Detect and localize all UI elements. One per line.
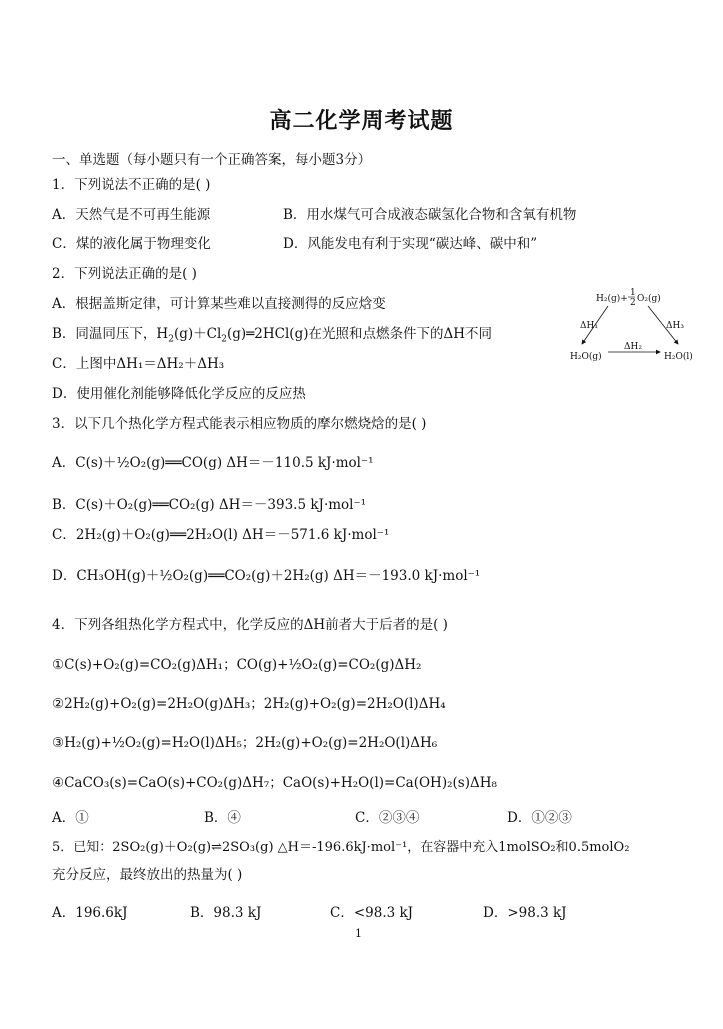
q4-reaction-4: ④CaCO₃(s)=CaO(s)+CO₂(g)ΔH₇；CaO(s)+H₂O(l)=Ca(OH)₂(s)ΔH₈ [52, 775, 497, 791]
diagram-top-o2: O₂(g) [637, 294, 661, 304]
q5-stem-2: 充分反应，最终放出的热量为( ) [52, 867, 243, 883]
q2-b-text-2: (g)＋Cl [173, 326, 222, 342]
q4-option-c: C．②③④ [355, 810, 420, 826]
q4-reaction-2: ②2H₂(g)+O₂(g)=2H₂O(g)ΔH₃；2H₂(g)+O₂(g)=2H₂O(l)ΔH₄ [52, 696, 446, 712]
q3-option-b: B．C(s)＋O₂(g)══CO₂(g) ΔH＝－393.5 kJ·mol⁻¹ [52, 497, 367, 513]
q5-option-a: A．196.6kJ [52, 905, 128, 921]
diagram-h2: ΔH₂ [624, 342, 642, 352]
section-heading: 一、单选题（每小题只有一个正确答案，每小题3分） [52, 152, 372, 168]
q2-b-text-3: (g)═2HCl(g)在光照和点燃条件下的ΔH不同 [227, 326, 493, 342]
q3-option-a: A．C(s)＋½O₂(g)══CO(g) ΔH＝－110.5 kJ·mol⁻¹ [52, 455, 374, 471]
q2-stem: 2．下列说法正确的是( ) [52, 266, 197, 282]
q1-option-d: D．风能发电有利于实现“碳达峰、碳中和” [283, 236, 538, 252]
q2-option-b: B．同温同压下，$H_2(g)+Cl_2(g)═2HCl(g)$在光照和点燃条件下的ΔH不同 [52, 326, 493, 345]
q2-option-c: C．上图中ΔH₁＝ΔH₂＋ΔH₃ [52, 356, 225, 372]
q5-option-b: B．98.3 kJ [190, 905, 262, 921]
diagram-frac-d: 2 [630, 298, 636, 308]
enthalpy-cycle-diagram [568, 286, 698, 366]
q4-stem: 4．下列各组热化学方程式中，化学反应的ΔH前者大于后者的是( ) [52, 617, 448, 633]
diagram-top-label: H₂(g)+ [596, 294, 628, 304]
q2-b-text-1: B．同温同压下，H [52, 326, 169, 342]
q4-option-d: D．①②③ [507, 810, 572, 826]
diagram-left-label: H₂O(g) [570, 352, 602, 362]
q2-option-d: D．使用催化剂能够降低化学反应的反应热 [52, 386, 306, 402]
q3-option-d: D．CH₃OH(g)＋½O₂(g)══CO₂(g)＋2H₂(g) ΔH＝－193.0 kJ·mol⁻¹ [52, 568, 481, 584]
page-number: 1 [355, 927, 362, 940]
diagram-h1: ΔH₁ [580, 321, 598, 331]
q1-stem: 1．下列说法不正确的是( ) [52, 177, 211, 193]
diagram-h3: ΔH₃ [666, 321, 684, 331]
q2-option-a: A．根据盖斯定律，可计算某些难以直接测得的反应焓变 [52, 296, 386, 312]
q1-option-c: C．煤的液化属于物理变化 [52, 236, 211, 252]
q4-option-b: B．④ [204, 810, 241, 826]
diagram-right-label: H₂O(l) [664, 352, 693, 362]
q5-option-d: D．>98.3 kJ [483, 905, 567, 921]
diagram-frac-n: 1 [630, 288, 636, 298]
q4-reaction-3: ③H₂(g)+½O₂(g)=H₂O(l)ΔH₅；2H₂(g)+O₂(g)=2H₂O(l)ΔH₆ [52, 735, 438, 751]
q5-stem: 5．已知：2SO₂(g)＋O₂(g)⇌2SO₃(g) △H＝-196.6kJ·mol⁻¹，在容器中充入1molSO₂和0.5molO₂ [52, 840, 630, 855]
q4-option-a: A．① [52, 810, 89, 826]
q4-reaction-1: ①C(s)+O₂(g)=CO₂(g)ΔH₁；CO(g)+½O₂(g)=CO₂(g)ΔH₂ [52, 657, 422, 673]
q3-option-c: C．2H₂(g)＋O₂(g)══2H₂O(l) ΔH＝－571.6 kJ·mol⁻¹ [52, 527, 390, 543]
exam-title: 高二化学周考试题 [269, 108, 454, 134]
q1-option-a: A．天然气是不可再生能源 [52, 207, 211, 223]
q1-option-b: B．用水煤气可合成液态碳氢化合物和含氧有机物 [283, 207, 577, 223]
q5-option-c: C．<98.3 kJ [330, 905, 414, 921]
q3-stem: 3．以下几个热化学方程式能表示相应物质的摩尔燃烧焓的是( ) [52, 416, 427, 432]
